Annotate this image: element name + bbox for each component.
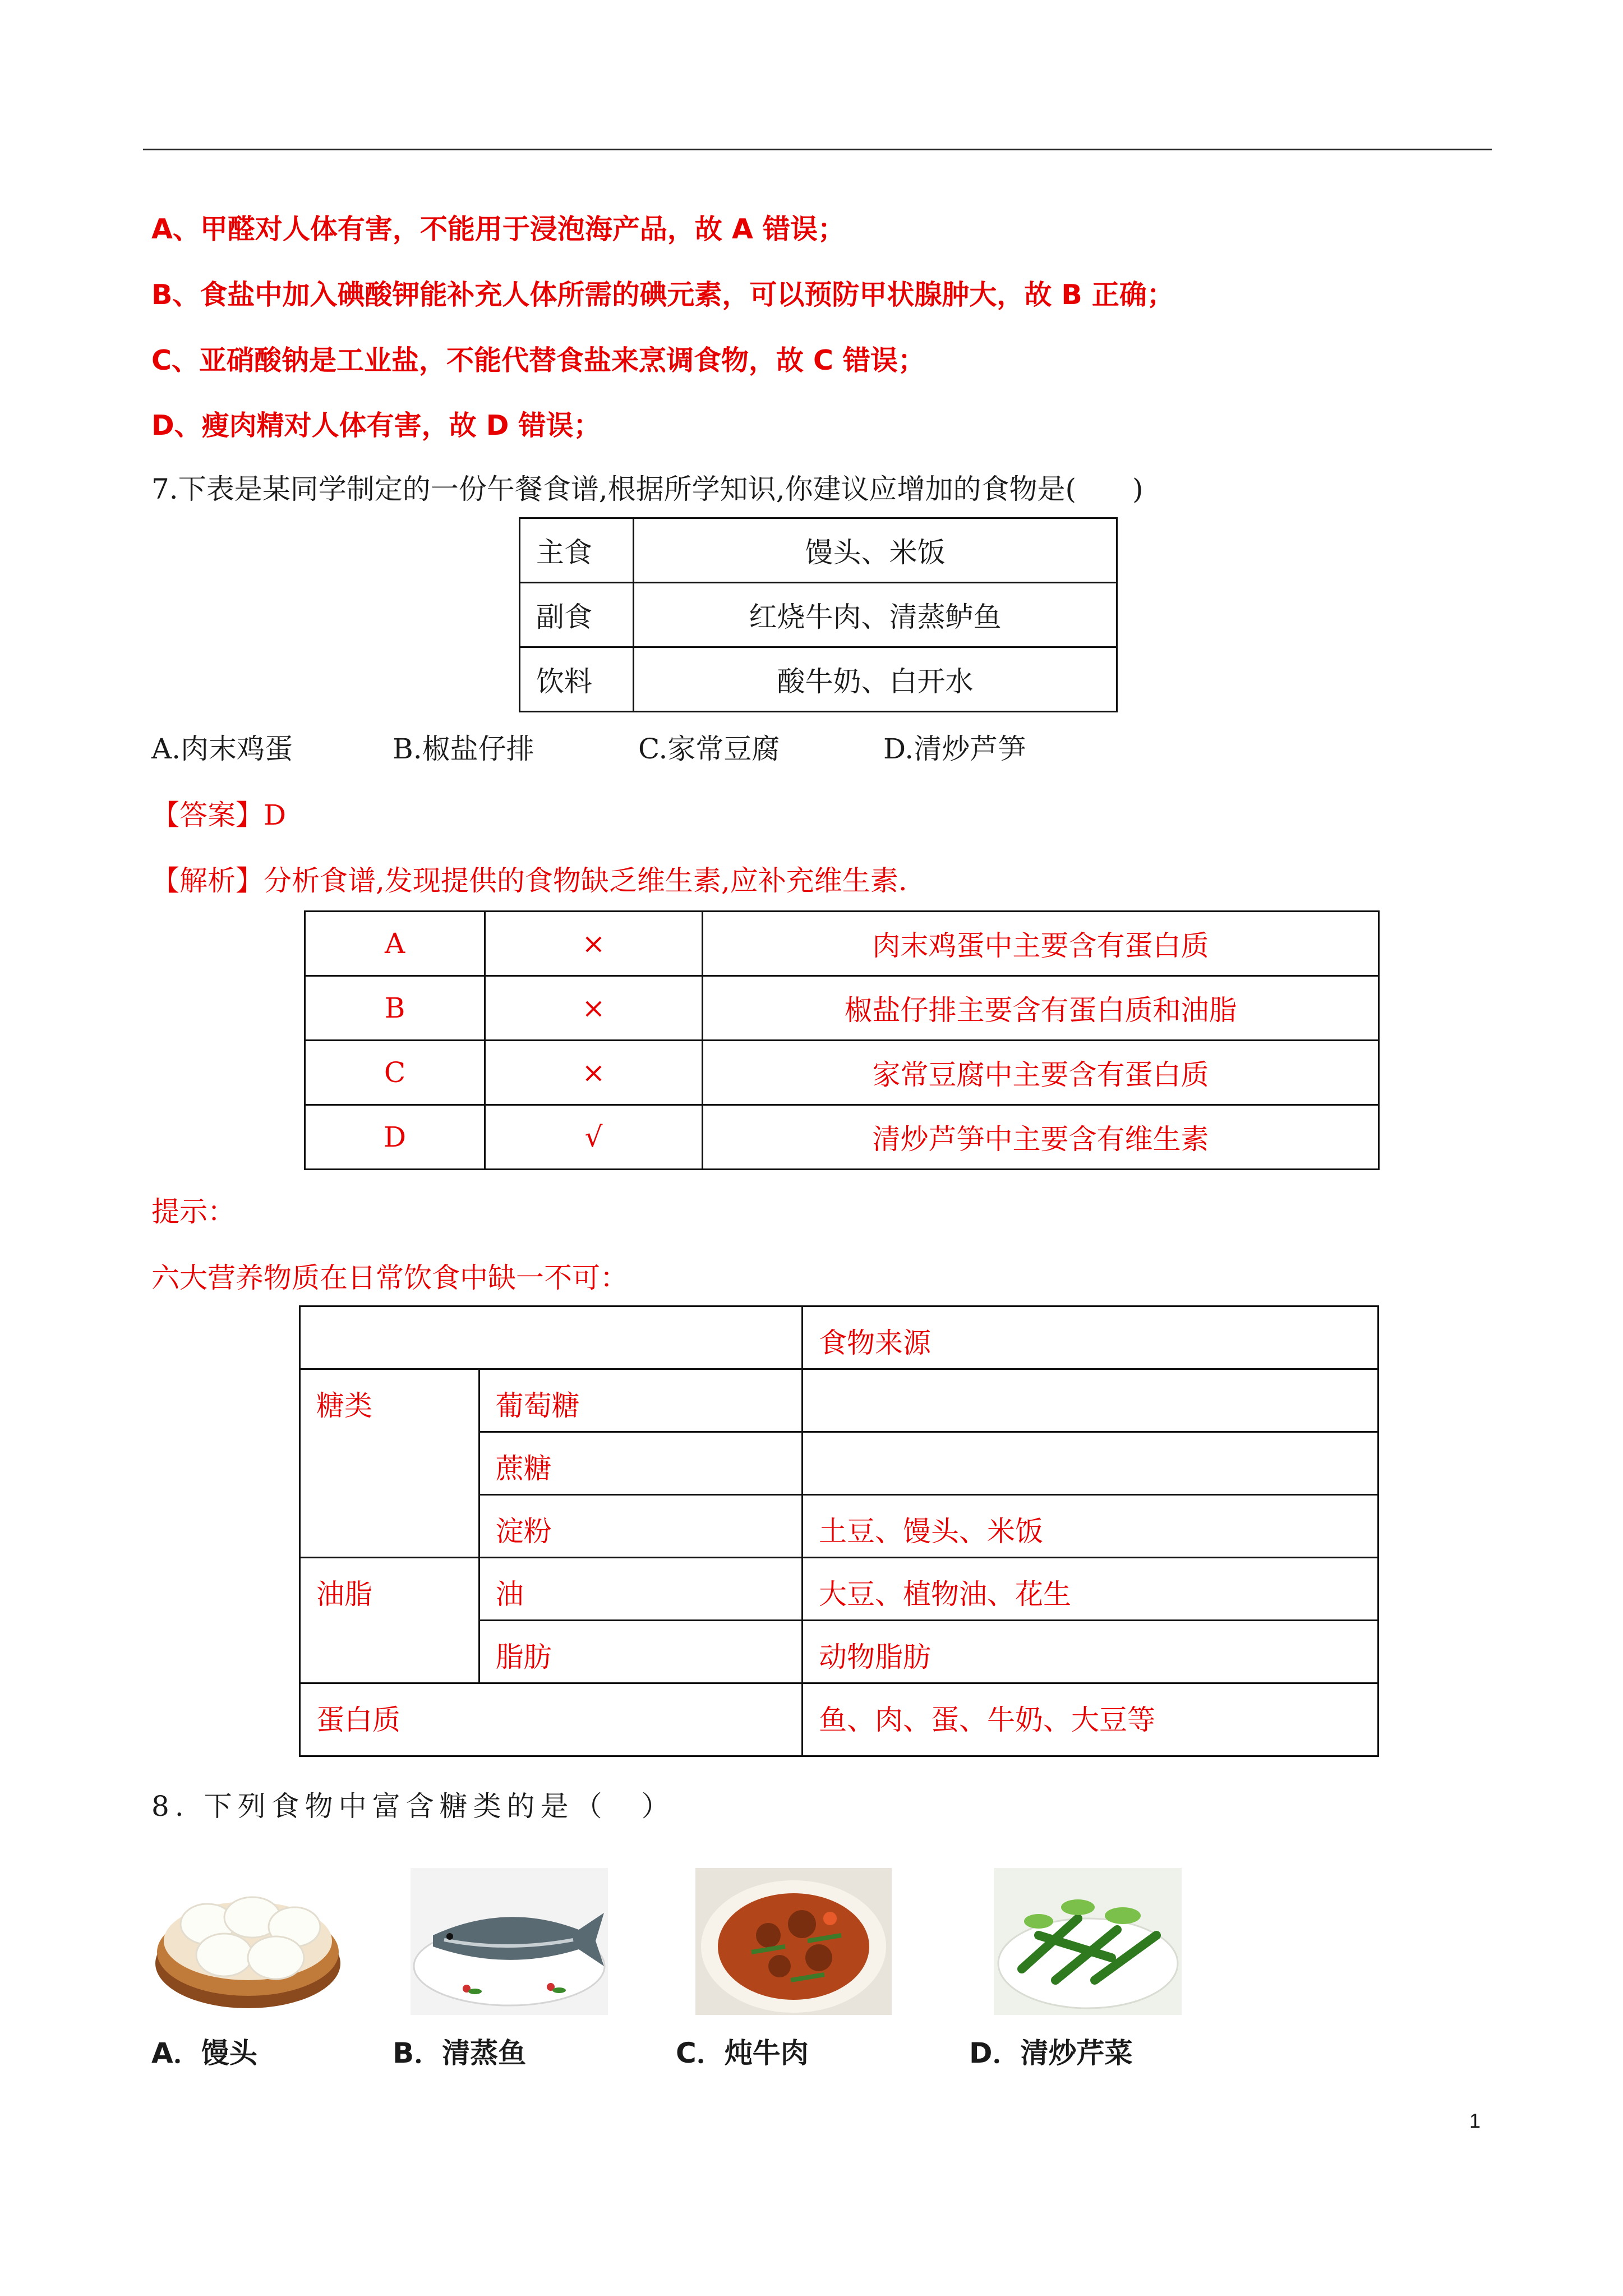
q7-option-c: C.家常豆腐 — [638, 733, 780, 765]
analysis-mark: √ — [485, 1105, 703, 1170]
q7-option-b: B.椒盐仔排 — [393, 733, 534, 765]
nutrition-header: 食物来源 — [803, 1306, 1378, 1369]
explanation-d: D、瘦肉精对人体有害，故 D 错误； — [151, 409, 601, 441]
table-row — [305, 1105, 1379, 1170]
analysis-mark: × — [485, 912, 703, 976]
q7-option-a: A.肉末鸡蛋 — [151, 733, 293, 765]
answer-tag: 【答案】 — [151, 799, 264, 831]
q8-option-a: A．馒头 — [151, 2037, 257, 2069]
table-row — [305, 976, 1379, 1041]
table-row — [520, 647, 1117, 712]
explanation-a: A、甲醛对人体有害，不能用于浸泡海产品，故 A 错误； — [151, 213, 845, 245]
analysis-table — [304, 910, 1380, 1170]
table-row — [305, 912, 1379, 976]
nutrition-category: 油脂 — [300, 1558, 479, 1683]
nutrition-category: 蛋白质 — [300, 1683, 803, 1756]
answer-line — [151, 793, 286, 833]
analysis-reason: 肉末鸡蛋中主要含有蛋白质 — [703, 912, 1379, 976]
menu-value: 红烧牛肉、清蒸鲈鱼 — [634, 583, 1117, 647]
nutrition-source: 土豆、馒头、米饭 — [803, 1495, 1378, 1558]
explanation-b: B、食盐中加入碘酸钾能补充人体所需的碘元素，可以预防甲状腺肿大，故 B 正确； — [151, 279, 1174, 311]
table-row — [300, 1683, 1378, 1756]
page-number: 1 — [1469, 2109, 1481, 2132]
analysis-option: B — [305, 976, 485, 1041]
analysis-reason: 清炒芦笋中主要含有维生素 — [703, 1105, 1379, 1170]
q8-option-d: D．清炒芹菜 — [969, 2037, 1133, 2069]
q7-question: 7.下表是某同学制定的一份午餐食谱,根据所学知识,你建议应增加的食物是( ) — [151, 473, 1144, 505]
stewed-beef-image — [695, 1868, 892, 2015]
answer-value: D — [264, 799, 287, 831]
nutrition-item: 油 — [479, 1558, 802, 1621]
table-row — [305, 1041, 1379, 1105]
menu-label: 主食 — [520, 518, 634, 583]
menu-label: 副食 — [520, 583, 634, 647]
analysis-text: 分析食谱,发现提供的食物缺乏维生素,应补充维生素. — [264, 864, 907, 897]
nutrition-table — [299, 1305, 1379, 1757]
analysis-tag: 【解析】 — [151, 864, 264, 897]
hint-label: 提示： — [151, 1195, 236, 1228]
explanation-c: C、亚硝酸钠是工业盐，不能代替食盐来烹调食物，故 C 错误； — [151, 344, 926, 376]
stir-fried-celery-image — [994, 1868, 1182, 2015]
nutrition-category: 糖类 — [300, 1369, 479, 1558]
analysis-option: D — [305, 1105, 485, 1170]
table-row — [300, 1369, 1378, 1432]
menu-label: 饮料 — [520, 647, 634, 712]
analysis-mark: × — [485, 1041, 703, 1105]
table-row — [520, 518, 1117, 583]
nutrition-item: 蔗糖 — [479, 1432, 802, 1495]
analysis-line — [151, 858, 907, 899]
analysis-option: C — [305, 1041, 485, 1105]
q7-option-d: D.清炒芦笋 — [883, 733, 1026, 765]
steamed-fish-image — [411, 1868, 608, 2015]
menu-value: 酸牛奶、白开水 — [634, 647, 1117, 712]
nutrition-item: 脂肪 — [479, 1621, 802, 1683]
analysis-option: A — [305, 912, 485, 976]
menu-table — [519, 517, 1118, 712]
nutrition-source — [803, 1369, 1378, 1432]
nutrition-source — [803, 1432, 1378, 1495]
steamed-bun-image — [151, 1868, 345, 2015]
nutrition-source: 大豆、植物油、花生 — [803, 1558, 1378, 1621]
nutrition-blank — [300, 1306, 803, 1369]
table-row — [300, 1558, 1378, 1621]
analysis-reason: 家常豆腐中主要含有蛋白质 — [703, 1041, 1379, 1105]
analysis-mark: × — [485, 976, 703, 1041]
table-row — [520, 583, 1117, 647]
hint-text: 六大营养物质在日常饮食中缺一不可： — [151, 1262, 628, 1294]
nutrition-source: 动物脂肪 — [803, 1621, 1378, 1683]
nutrition-item: 淀粉 — [479, 1495, 802, 1558]
menu-value: 馒头、米饭 — [634, 518, 1117, 583]
q8-option-b: B．清蒸鱼 — [393, 2037, 527, 2069]
table-row — [300, 1306, 1378, 1369]
header-rule — [143, 149, 1492, 150]
nutrition-source: 鱼、肉、蛋、牛奶、大豆等 — [803, 1683, 1378, 1756]
analysis-reason: 椒盐仔排主要含有蛋白质和油脂 — [703, 976, 1379, 1041]
q8-question: 8. 下列食物中富含糖类的是（ ） — [151, 1790, 675, 1823]
q8-option-c: C．炖牛肉 — [676, 2037, 809, 2069]
nutrition-item: 葡萄糖 — [479, 1369, 802, 1432]
